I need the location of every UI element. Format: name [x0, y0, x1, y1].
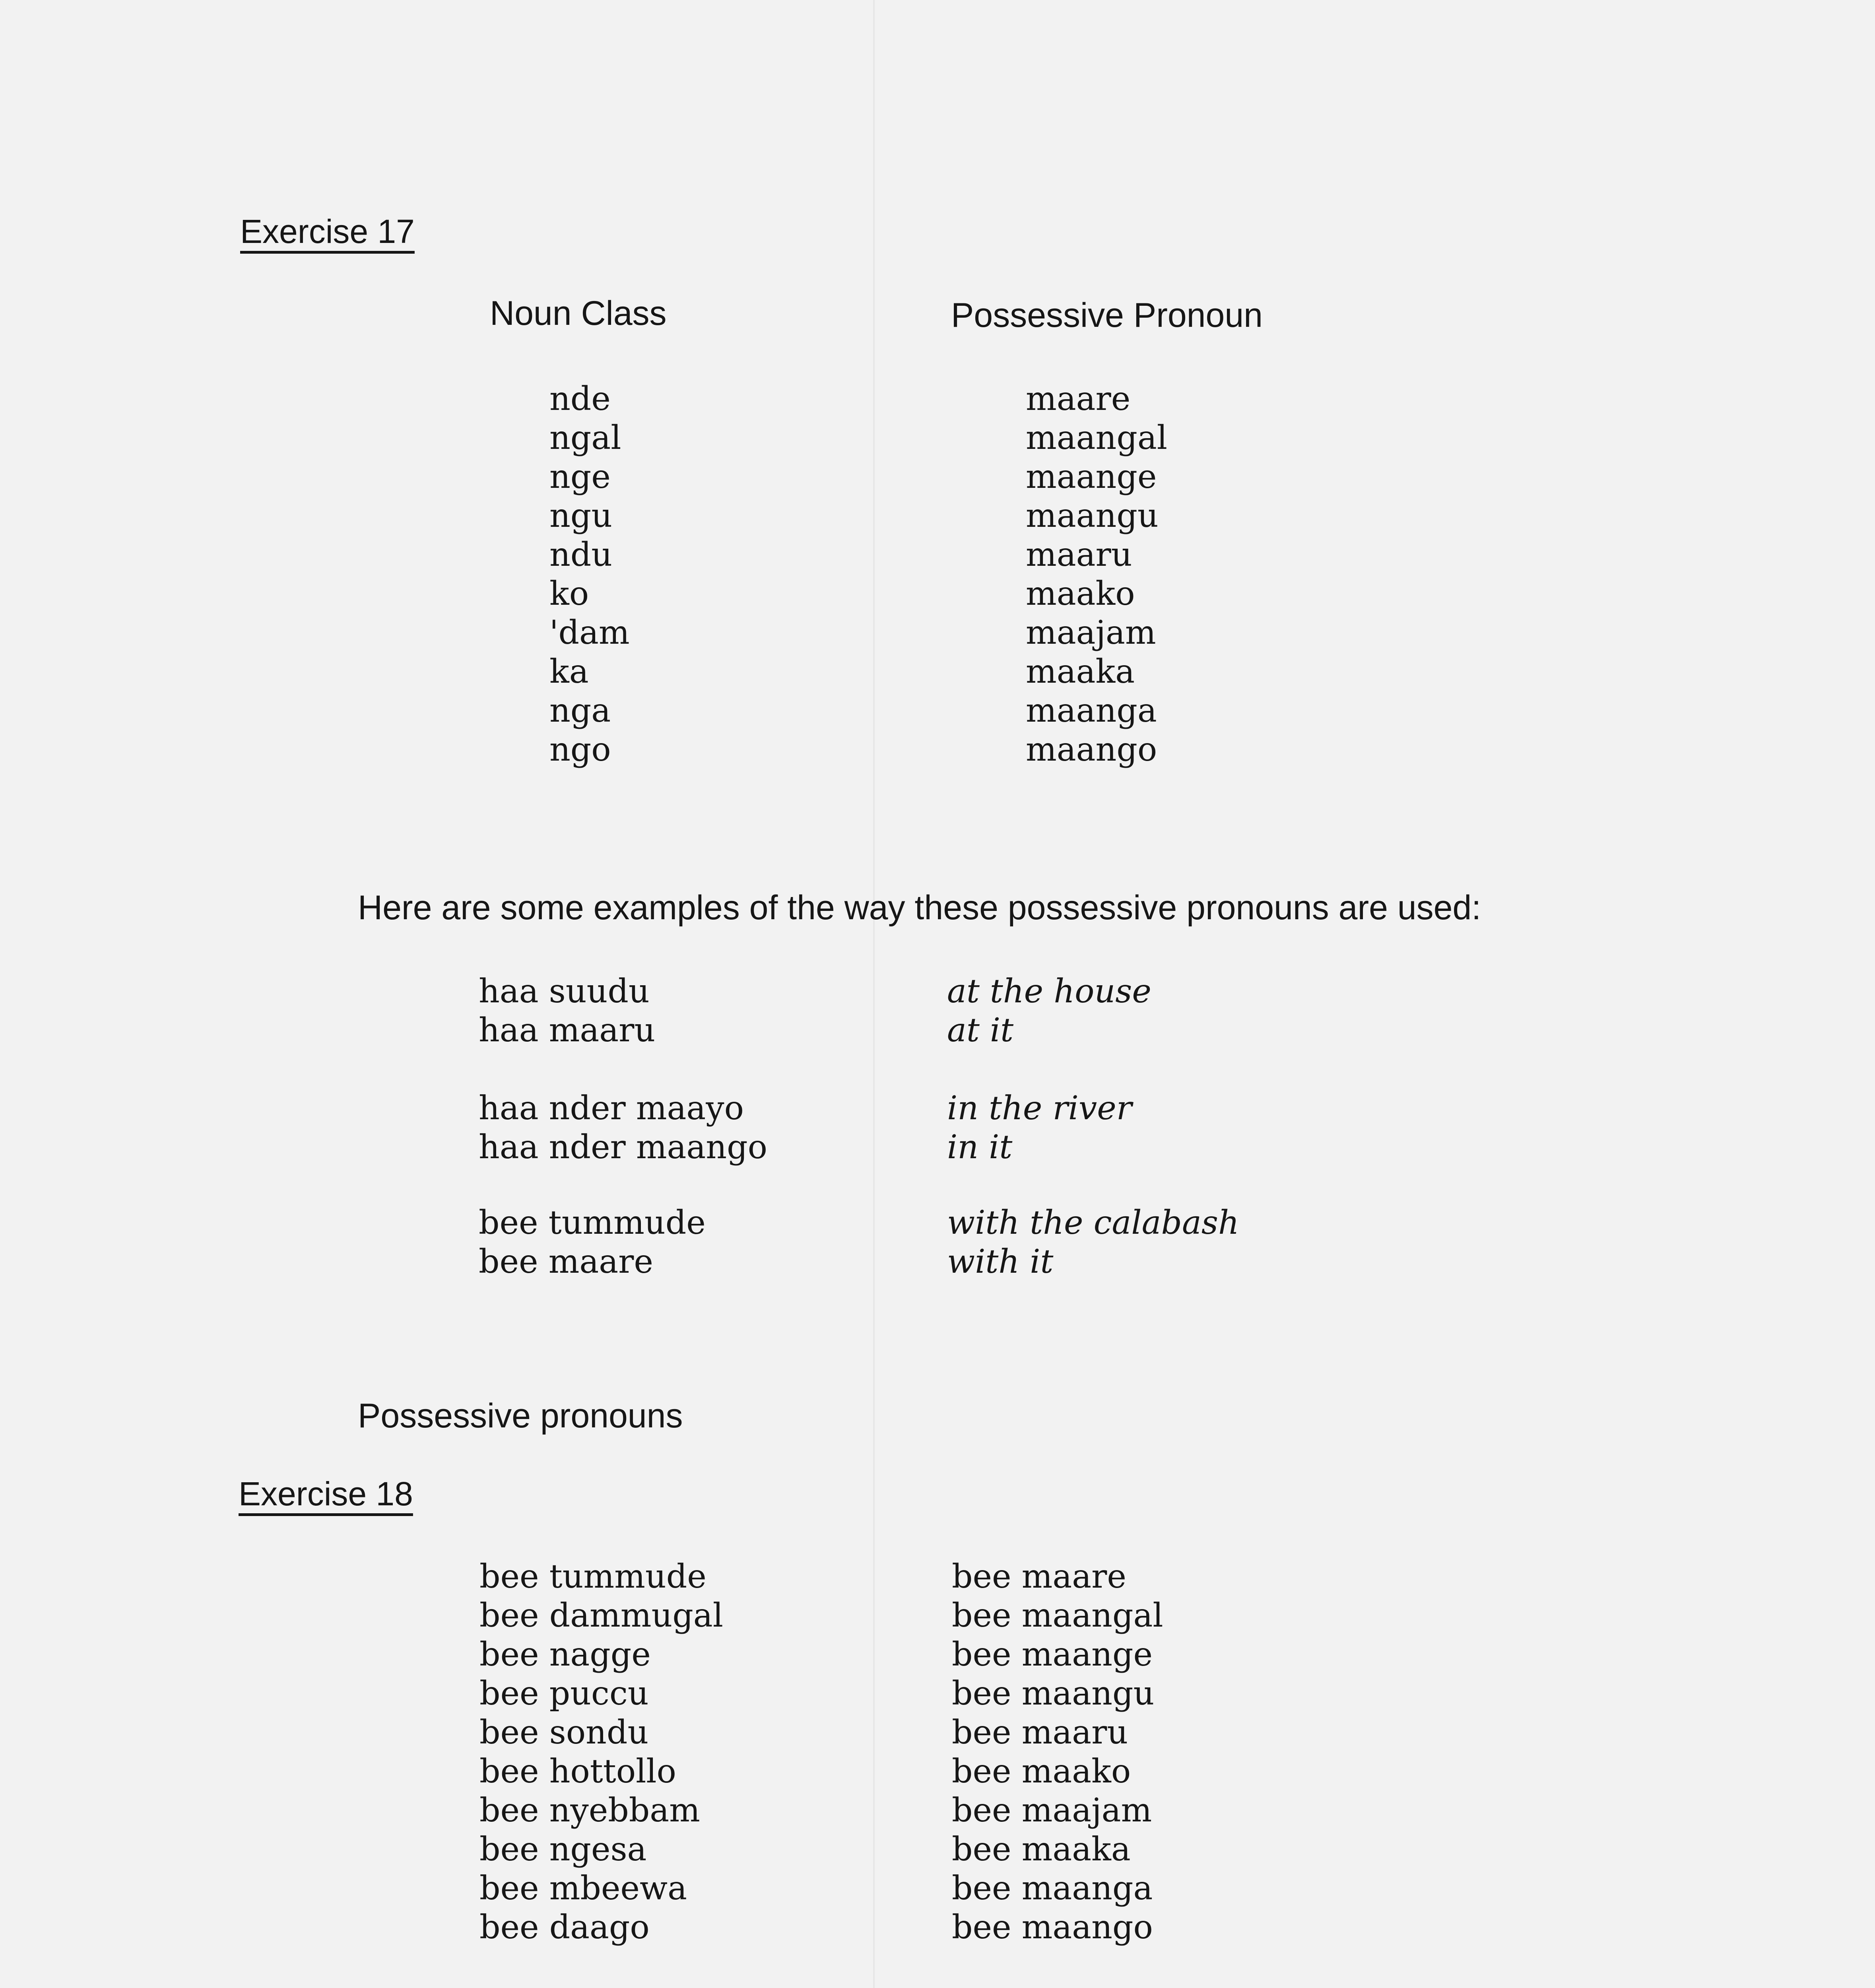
noun-class-header: Noun Class — [490, 294, 667, 332]
list-item: 'dam — [549, 614, 630, 652]
list-item: ndu — [549, 536, 613, 574]
list-item: maanga — [1026, 692, 1157, 730]
list-item: nga — [549, 692, 611, 730]
list-item: bee puccu — [479, 1675, 649, 1712]
list-item: maare — [1026, 380, 1131, 418]
list-item: with it — [947, 1243, 1054, 1281]
list-item: bee ngesa — [479, 1831, 647, 1868]
list-item: bee maange — [952, 1636, 1153, 1673]
possessive-pronoun-list — [1026, 380, 1167, 769]
list-item: ngu — [549, 497, 613, 535]
list-item: maako — [1026, 575, 1135, 613]
list-item: bee nyebbam — [479, 1792, 700, 1829]
list-item: maaru — [1026, 536, 1132, 574]
list-item: haa suudu — [479, 973, 650, 1010]
list-item: nde — [549, 380, 611, 418]
spacer — [947, 1050, 1239, 1089]
possessive-pronoun-header: Possessive Pronoun — [951, 296, 1263, 334]
list-item: nge — [549, 458, 611, 496]
list-item: bee maare — [479, 1243, 653, 1281]
list-item: bee maaka — [952, 1831, 1131, 1868]
list-item: bee maajam — [952, 1792, 1152, 1829]
list-item: ko — [549, 575, 589, 613]
spacer — [947, 1167, 1239, 1204]
list-item: haa nder maayo — [479, 1089, 744, 1127]
list-item: bee dammugal — [479, 1597, 723, 1635]
exercise-17-title: Exercise 17 — [240, 213, 415, 250]
list-item: at the house — [947, 973, 1151, 1010]
list-item: in the river — [947, 1089, 1132, 1127]
list-item: at it — [947, 1011, 1014, 1049]
list-item: bee tummude — [479, 1558, 707, 1596]
list-item: bee nagge — [479, 1636, 651, 1673]
list-item: maajam — [1026, 614, 1156, 652]
list-item: with the calabash — [947, 1204, 1239, 1242]
example-english-list — [947, 972, 1239, 1281]
page-fold — [873, 0, 875, 1988]
list-item: bee maango — [952, 1908, 1153, 1946]
list-item: bee maako — [952, 1753, 1131, 1790]
list-item: in it — [947, 1128, 1013, 1166]
spacer — [479, 1167, 767, 1204]
list-item: maangal — [1026, 419, 1167, 457]
section-label: Possessive pronouns — [358, 1397, 683, 1435]
list-item: bee maare — [952, 1558, 1126, 1596]
list-item: maaka — [1026, 653, 1135, 691]
list-item: ka — [549, 653, 589, 691]
exercise-18-left-list — [479, 1557, 723, 1947]
list-item: haa nder maango — [479, 1128, 767, 1166]
list-item: bee daago — [479, 1908, 650, 1946]
list-item: bee mbeewa — [479, 1870, 687, 1907]
list-item: bee maaru — [952, 1714, 1128, 1751]
list-item: haa maaru — [479, 1011, 656, 1049]
list-item: bee maangu — [952, 1675, 1155, 1712]
list-item: bee maanga — [952, 1870, 1153, 1907]
list-item: maango — [1026, 731, 1157, 769]
list-item: ngo — [549, 731, 611, 769]
list-item: bee sondu — [479, 1714, 649, 1751]
list-item: bee hottollo — [479, 1753, 676, 1790]
example-fulani-list — [479, 972, 767, 1281]
noun-class-list — [549, 380, 630, 769]
spacer — [479, 1050, 767, 1089]
list-item: maangu — [1026, 497, 1159, 535]
list-item: ngal — [549, 419, 621, 457]
list-item: bee maangal — [952, 1597, 1163, 1635]
list-item: bee tummude — [479, 1204, 706, 1242]
list-item: maange — [1026, 458, 1157, 496]
examples-intro: Here are some examples of the way these possessive pronouns are used: — [358, 889, 1481, 927]
exercise-18-right-list — [952, 1557, 1163, 1947]
exercise-18-title: Exercise 18 — [239, 1475, 413, 1512]
